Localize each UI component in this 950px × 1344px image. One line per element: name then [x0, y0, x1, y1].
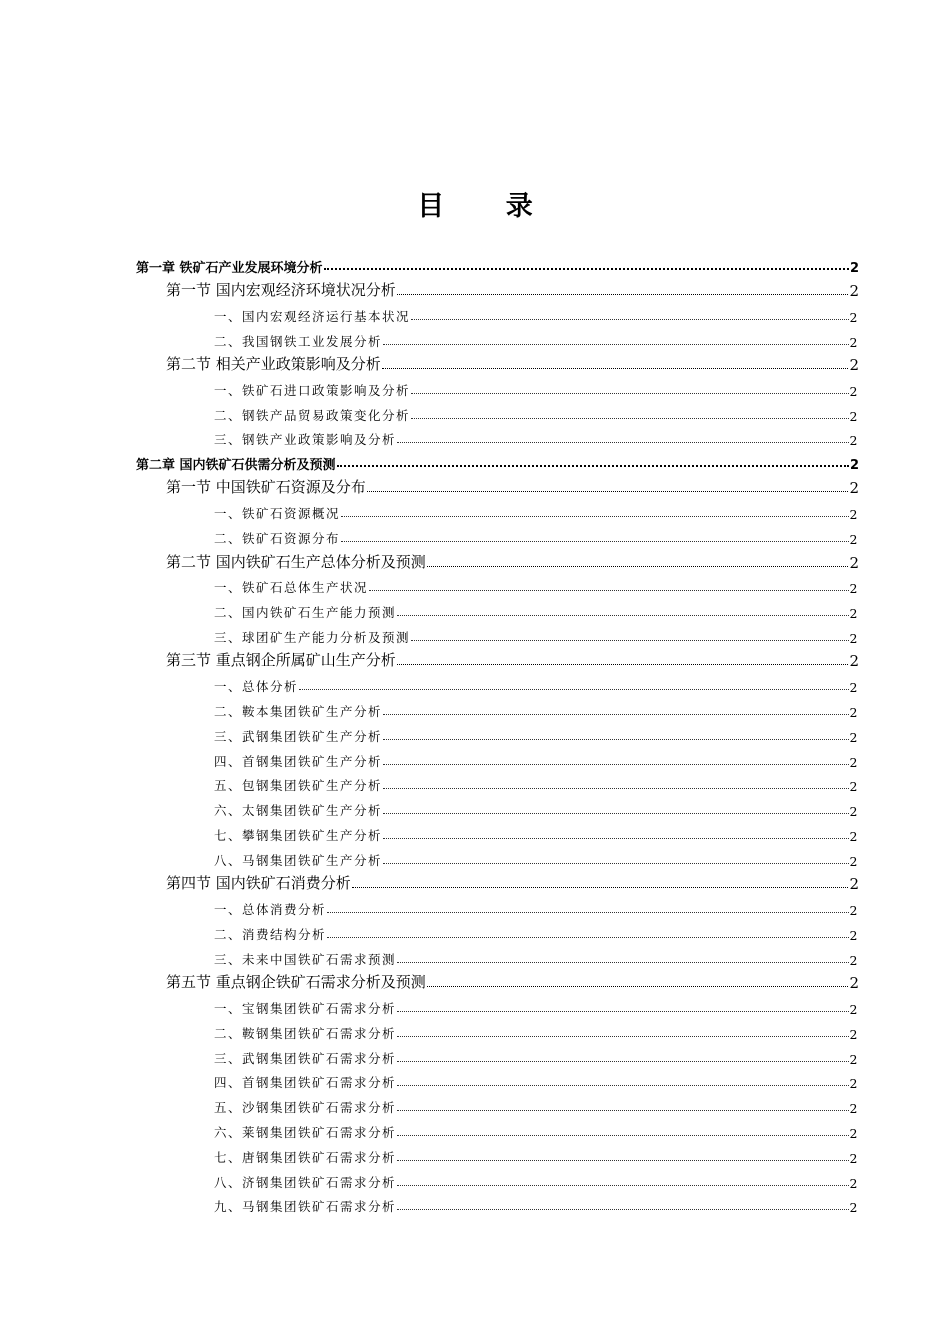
- toc-page-number: 2: [849, 507, 859, 523]
- toc-item-entry[interactable]: [136, 1042, 859, 1067]
- toc-page-number: 2: [849, 853, 859, 869]
- dot-leader: [327, 912, 849, 913]
- toc-entry-label: 五、包钢集团铁矿生产分析: [214, 778, 383, 794]
- toc-item-entry[interactable]: [136, 1116, 859, 1141]
- toc-item-entry[interactable]: [136, 1091, 859, 1116]
- toc-item-entry[interactable]: [136, 1141, 859, 1166]
- toc-entry-label: 第四节 国内铁矿石消费分析: [166, 874, 351, 893]
- toc-entry-label: 二、消费结构分析: [214, 926, 327, 942]
- toc-entry-label: 三、球团矿生产能力分析及预测: [214, 629, 411, 645]
- toc-item-entry[interactable]: [136, 943, 859, 968]
- toc-entry-label: 三、钢铁产业政策影响及分析: [214, 432, 397, 448]
- toc-page-number: 2: [849, 729, 859, 745]
- toc-page-number: 2: [849, 457, 859, 473]
- toc-entry-label: 一、铁矿石资源概况: [214, 506, 341, 522]
- toc-entry-label: 第二节 国内铁矿石生产总体分析及预测: [166, 552, 426, 571]
- toc-item-entry[interactable]: [136, 1191, 859, 1216]
- toc-page-number: 2: [849, 903, 859, 919]
- toc-entry-label: 三、武钢集团铁矿生产分析: [214, 728, 383, 744]
- dot-leader: [327, 937, 849, 938]
- toc-page-number: 2: [849, 532, 859, 548]
- dot-leader: [427, 566, 849, 567]
- toc-entry-label: 一、总体分析: [214, 679, 299, 695]
- toc-entry-label: 四、首钢集团铁矿生产分析: [214, 753, 383, 769]
- toc-item-entry[interactable]: [136, 374, 859, 399]
- toc-page-number: 2: [849, 705, 859, 721]
- toc-page-number: 2: [849, 779, 859, 795]
- dot-leader: [411, 640, 849, 641]
- dot-leader: [382, 368, 849, 369]
- toc-page-number: 2: [849, 1051, 859, 1067]
- toc-page-number: 2: [849, 1026, 859, 1042]
- toc-item-entry[interactable]: [136, 745, 859, 770]
- dot-leader: [352, 887, 849, 888]
- toc-section-entry[interactable]: [136, 350, 859, 375]
- toc-section-entry[interactable]: [136, 473, 859, 498]
- toc-page-number: 2: [849, 1175, 859, 1191]
- toc-page-number: 2: [849, 927, 859, 943]
- dot-leader: [383, 788, 849, 789]
- toc-item-entry[interactable]: [136, 992, 859, 1017]
- toc-entry-label: 第二章 国内铁矿石供需分析及预测: [136, 457, 336, 473]
- dot-leader: [341, 541, 849, 542]
- toc-page-number: 2: [849, 652, 859, 671]
- dot-leader: [397, 1110, 849, 1111]
- toc-page-number: 2: [849, 479, 859, 498]
- toc-entry-label: 六、莱钢集团铁矿石需求分析: [214, 1125, 397, 1141]
- toc-chapter-entry[interactable]: [136, 448, 859, 473]
- toc-item-entry[interactable]: [136, 1017, 859, 1042]
- toc-entry-label: 五、沙钢集团铁矿石需求分析: [214, 1100, 397, 1116]
- dot-leader: [427, 986, 849, 987]
- toc-item-entry[interactable]: [136, 621, 859, 646]
- dot-leader: [324, 268, 849, 270]
- dot-leader: [299, 689, 849, 690]
- toc-entry-label: 七、唐钢集团铁矿石需求分析: [214, 1149, 397, 1165]
- toc-page-number: 2: [849, 309, 859, 325]
- toc-entry-label: 第一节 中国铁矿石资源及分布: [166, 478, 366, 497]
- dot-leader: [383, 764, 849, 765]
- dot-leader: [383, 838, 849, 839]
- toc-page-number: 2: [849, 875, 859, 894]
- toc-item-entry[interactable]: [136, 720, 859, 745]
- dot-leader: [411, 319, 849, 320]
- toc-page-number: 2: [849, 383, 859, 399]
- table-of-contents: [136, 251, 859, 1215]
- toc-section-entry[interactable]: [136, 869, 859, 894]
- toc-entry-label: 第一节 国内宏观经济环境状况分析: [166, 281, 396, 299]
- toc-section-entry[interactable]: [136, 646, 859, 671]
- toc-page-number: 2: [849, 282, 859, 300]
- toc-entry-label: 三、武钢集团铁矿石需求分析: [214, 1050, 397, 1066]
- toc-page-number: 2: [849, 356, 859, 375]
- toc-entry-label: 二、铁矿石资源分布: [214, 531, 341, 547]
- toc-item-entry[interactable]: [136, 794, 859, 819]
- toc-item-entry[interactable]: [136, 497, 859, 522]
- toc-entry-label: 第五节 重点钢企铁矿石需求分析及预测: [166, 973, 426, 992]
- toc-entry-label: 一、国内宏观经济运行基本状况: [214, 308, 411, 324]
- toc-item-entry[interactable]: [136, 670, 859, 695]
- dot-leader: [383, 863, 849, 864]
- toc-page-number: 2: [849, 974, 859, 993]
- dot-leader: [337, 465, 849, 467]
- toc-page-number: 2: [849, 754, 859, 770]
- toc-entry-label: 二、鞍本集团铁矿生产分析: [214, 704, 383, 720]
- toc-item-entry[interactable]: [136, 399, 859, 424]
- toc-entry-label: 二、国内铁矿石生产能力预测: [214, 605, 397, 621]
- toc-item-entry[interactable]: [136, 770, 859, 795]
- toc-entry-label: 三、未来中国铁矿石需求预测: [214, 951, 397, 967]
- toc-entry-label: 二、鞍钢集团铁矿石需求分析: [214, 1025, 397, 1041]
- toc-page-number: 2: [849, 829, 859, 845]
- dot-leader: [397, 1185, 849, 1186]
- toc-entry-label: 八、济钢集团铁矿石需求分析: [214, 1174, 397, 1190]
- toc-page-number: 2: [849, 408, 859, 424]
- toc-page-number: 2: [849, 1150, 859, 1166]
- toc-item-entry[interactable]: [136, 695, 859, 720]
- toc-entry-label: 九、马钢集团铁矿石需求分析: [214, 1199, 397, 1215]
- dot-leader: [397, 1036, 849, 1037]
- toc-section-entry[interactable]: [136, 968, 859, 993]
- toc-entry-label: 二、我国钢铁工业发展分析: [214, 333, 383, 349]
- dot-leader: [397, 962, 849, 963]
- toc-item-entry[interactable]: [136, 819, 859, 844]
- dot-leader: [397, 1061, 849, 1062]
- toc-entry-label: 一、总体消费分析: [214, 902, 327, 918]
- toc-item-entry[interactable]: [136, 596, 859, 621]
- dot-leader: [411, 418, 849, 419]
- toc-entry-label: 第一章 铁矿石产业发展环境分析: [136, 260, 323, 276]
- dot-leader: [397, 1085, 849, 1086]
- dot-leader: [397, 1011, 849, 1012]
- toc-page-number: 2: [849, 680, 859, 696]
- toc-entry-label: 二、钢铁产品贸易政策变化分析: [214, 407, 411, 423]
- toc-page-number: 2: [849, 804, 859, 820]
- toc-entry-label: 一、铁矿石进口政策影响及分析: [214, 382, 411, 398]
- toc-page-number: 2: [849, 334, 859, 350]
- dot-leader: [397, 1209, 849, 1210]
- toc-page-number: 2: [849, 1126, 859, 1142]
- toc-item-entry[interactable]: [136, 1067, 859, 1092]
- toc-item-entry[interactable]: [136, 918, 859, 943]
- toc-item-entry[interactable]: [136, 424, 859, 449]
- dot-leader: [397, 1135, 849, 1136]
- dot-leader: [397, 294, 849, 295]
- toc-item-entry[interactable]: [136, 844, 859, 869]
- dot-leader: [397, 664, 849, 665]
- toc-page-number: 2: [849, 553, 859, 572]
- toc-entry-label: 四、首钢集团铁矿石需求分析: [214, 1075, 397, 1091]
- toc-page-number: 2: [849, 1076, 859, 1092]
- page-title: 目 录: [417, 191, 559, 222]
- dot-leader: [367, 491, 849, 492]
- dot-leader: [383, 739, 849, 740]
- toc-entry-label: 八、马钢集团铁矿生产分析: [214, 852, 383, 868]
- toc-item-entry[interactable]: [136, 572, 859, 597]
- toc-section-entry[interactable]: [136, 276, 859, 301]
- dot-leader: [383, 344, 849, 345]
- toc-entry-label: 第三节 重点钢企所属矿山生产分析: [166, 651, 396, 670]
- dot-leader: [397, 442, 849, 443]
- toc-chapter-entry[interactable]: [136, 251, 859, 276]
- toc-page-number: 2: [849, 1002, 859, 1018]
- toc-page-number: 2: [849, 952, 859, 968]
- dot-leader: [397, 1160, 849, 1161]
- dot-leader: [383, 714, 849, 715]
- toc-page-number: 2: [849, 606, 859, 622]
- toc-entry-label: 六、太钢集团铁矿生产分析: [214, 803, 383, 819]
- dot-leader: [411, 393, 849, 394]
- dot-leader: [369, 590, 849, 591]
- toc-item-entry[interactable]: [136, 300, 859, 325]
- dot-leader: [341, 516, 849, 517]
- toc-item-entry[interactable]: [136, 325, 859, 350]
- toc-page-number: 2: [849, 260, 859, 276]
- dot-leader: [383, 813, 849, 814]
- toc-page-number: 2: [849, 1200, 859, 1216]
- toc-page-number: 2: [849, 630, 859, 646]
- toc-item-entry[interactable]: [136, 1166, 859, 1191]
- toc-page-number: 2: [849, 433, 859, 449]
- toc-page-number: 2: [849, 581, 859, 597]
- toc-entry-label: 七、攀钢集团铁矿生产分析: [214, 828, 383, 844]
- toc-entry-label: 一、宝钢集团铁矿石需求分析: [214, 1001, 397, 1017]
- dot-leader: [397, 615, 849, 616]
- toc-item-entry[interactable]: [136, 893, 859, 918]
- toc-item-entry[interactable]: [136, 522, 859, 547]
- toc-page-number: 2: [849, 1101, 859, 1117]
- toc-section-entry[interactable]: [136, 547, 859, 572]
- toc-entry-label: 一、铁矿石总体生产状况: [214, 580, 369, 596]
- toc-entry-label: 第二节 相关产业政策影响及分析: [166, 355, 381, 374]
